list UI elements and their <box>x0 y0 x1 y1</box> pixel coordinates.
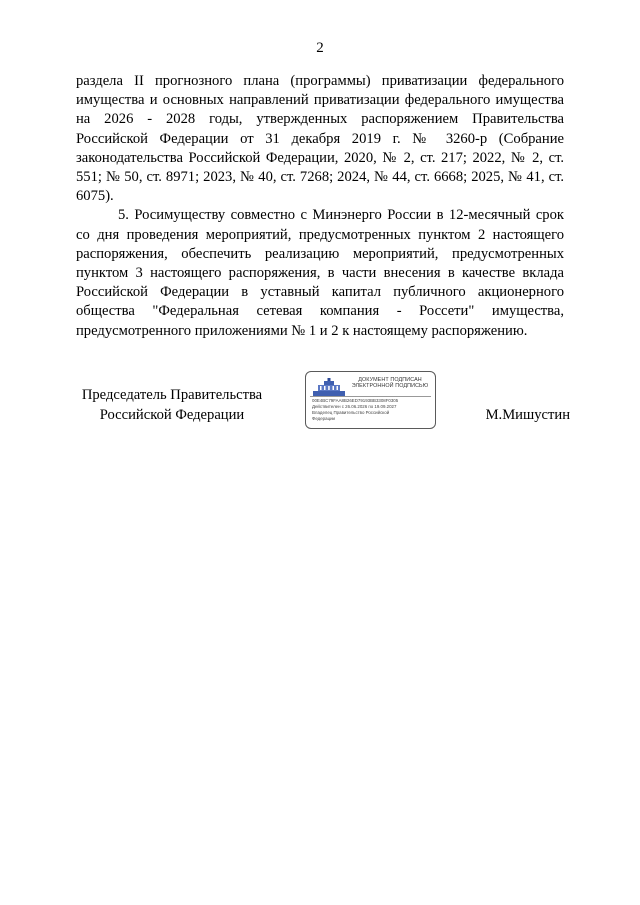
signatory-position-line1: Председатель Правительства <box>81 387 263 403</box>
signatory-position <box>70 386 274 425</box>
stamp-title-line1: ДОКУМЕНТ ПОДПИСАН <box>358 377 422 383</box>
signatory-position-line2: Российской Федерации <box>99 406 245 423</box>
page-number: 2 <box>316 40 324 56</box>
stamp-owner-line2: Федерации <box>312 416 335 421</box>
stamp-certificate: 00E4BC79FAA8B26ED79193BB3308F0305 <box>312 398 399 403</box>
signatory-name: М.Мишустин <box>485 407 570 423</box>
document-body <box>76 72 564 341</box>
paragraph-continuation: раздела II прогнозного плана (программы) приватизации федерального имущества и основных направлений приватизации федерального имущества на 2026 - 2028 годы, утвержденных распоряжением Правительства Российской Федерации от 31 декабря 2019 г. № 3260-р (Собрание законодательства Российской Федерации, 2020, № 2, ст. 217; 2022, № 2, ст. 551; № 50, ст. 8971; 2023, № 40, ст. 7268; 2024, № 44, ст. 6668; 2025, № 41, ст. 6075). <box>76 73 564 205</box>
paragraph-item-5: 5. Росимуществу совместно с Минэнерго России в 12-месячный срок со дня проведения мероприятий, предусмотренных пунктом 2 настоящего распоряжения, обеспечить реализацию мероприятий, предусмотренных пунктом 3 настоящего распоряжения, в части внесения в качестве вклада Российской Федерации в уставный капитал публичного акционерного общества "Федеральная сетевая компания - Россети" имущества, предусмотренного приложениями № 1 и 2 к настоящему распоряжению. <box>76 207 564 339</box>
stamp-title <box>346 377 434 390</box>
stamp-owner-line1: Владелец Правительство Российской <box>312 410 390 415</box>
stamp-title-line2: ЭЛЕКТРОННОЙ ПОДПИСЬЮ <box>351 383 429 390</box>
stamp-validity: Действителен с 26.06.2026 по 19.09.2027 <box>312 404 397 409</box>
stamp-divider <box>310 396 431 397</box>
electronic-signature-stamp <box>305 371 436 429</box>
government-building-icon <box>312 377 346 397</box>
